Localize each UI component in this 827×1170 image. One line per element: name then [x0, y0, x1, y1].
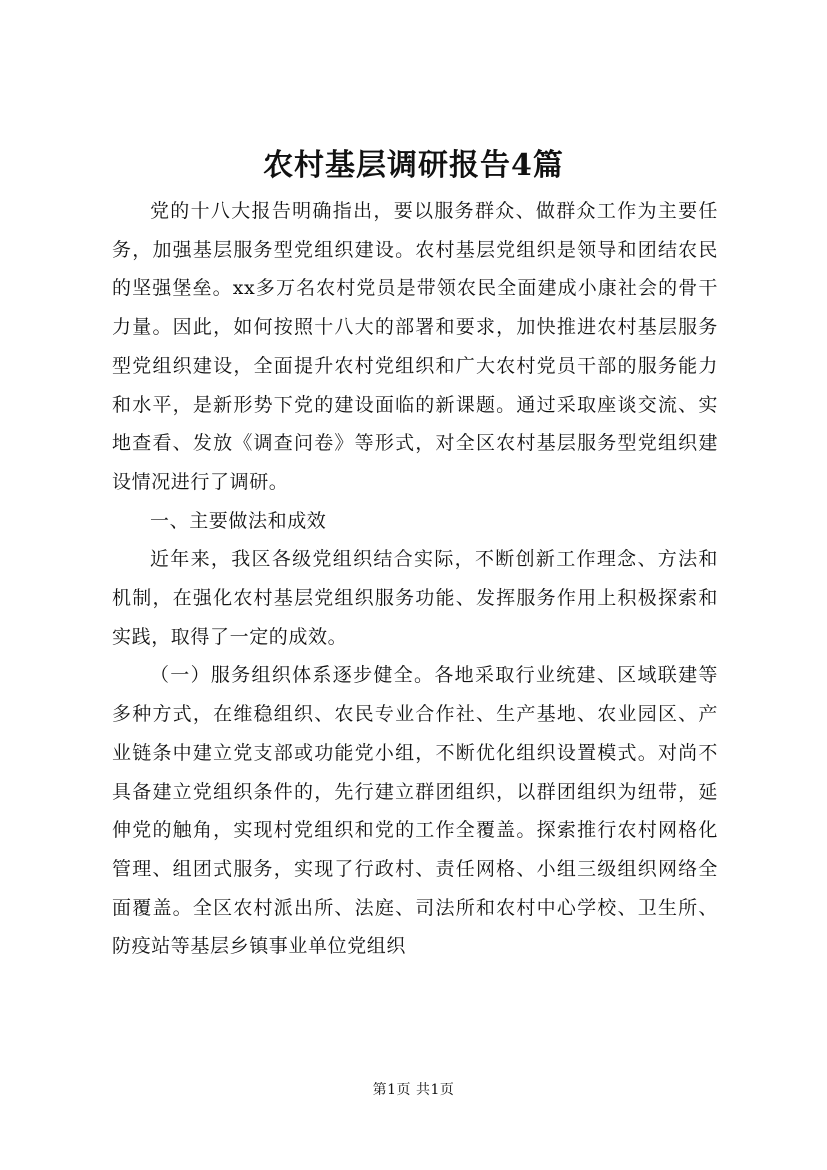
paragraph-service-organization: （一）服务组织体系逐步健全。各地采取行业统建、区域联建等多种方式，在维稳组织、农民专业合作社、生产基地、农业园区、产业链条中建立党支部或功能党小组，不断优化组织设置模式。对尚不具备建立党组织条件的，先行建立群团组织，以群团组织为纽带，延伸党的触角，实现村党组织和党的工作全覆盖。探索推行农村网格化管理、组团式服务，实现了行政村、责任网格、小组三级组织网络全面覆盖。全区农村派出所、法庭、司法所和农村中心学校、卫生所、防疫站等基层乡镇事业单位党组织	[112, 664, 718, 958]
paragraph-recent-years: 近年来，我区各级党组织结合实际，不断创新工作理念、方法和机制，在强化农村基层党组织服务功能、发挥服务作用上积极探索和实践，取得了一定的成效。	[112, 548, 718, 648]
document-title: 农村基层调研报告4篇	[263, 148, 564, 183]
section-heading-main-practices: 一、主要做法和成效	[150, 509, 327, 532]
page-footer: 第1页 共1页	[372, 1082, 455, 1098]
document-body	[112, 192, 718, 966]
paragraph-intro: 党的十八大报告明确指出，要以服务群众、做群众工作为主要任务，加强基层服务型党组织建设。农村基层党组织是领导和团结农民的坚强堡垒。xx多万名农村党员是带领农民全面建成小康社会的骨干力量。因此，如何按照十八大的部署和要求，加快推进农村基层服务型党组织建设，全面提升农村党组织和广大农村党员干部的服务能力和水平，是新形势下党的建设面临的新课题。通过采取座谈交流、实地查看、发放《调查问卷》等形式，对全区农村基层服务型党组织建设情况进行了调研。	[112, 200, 718, 493]
